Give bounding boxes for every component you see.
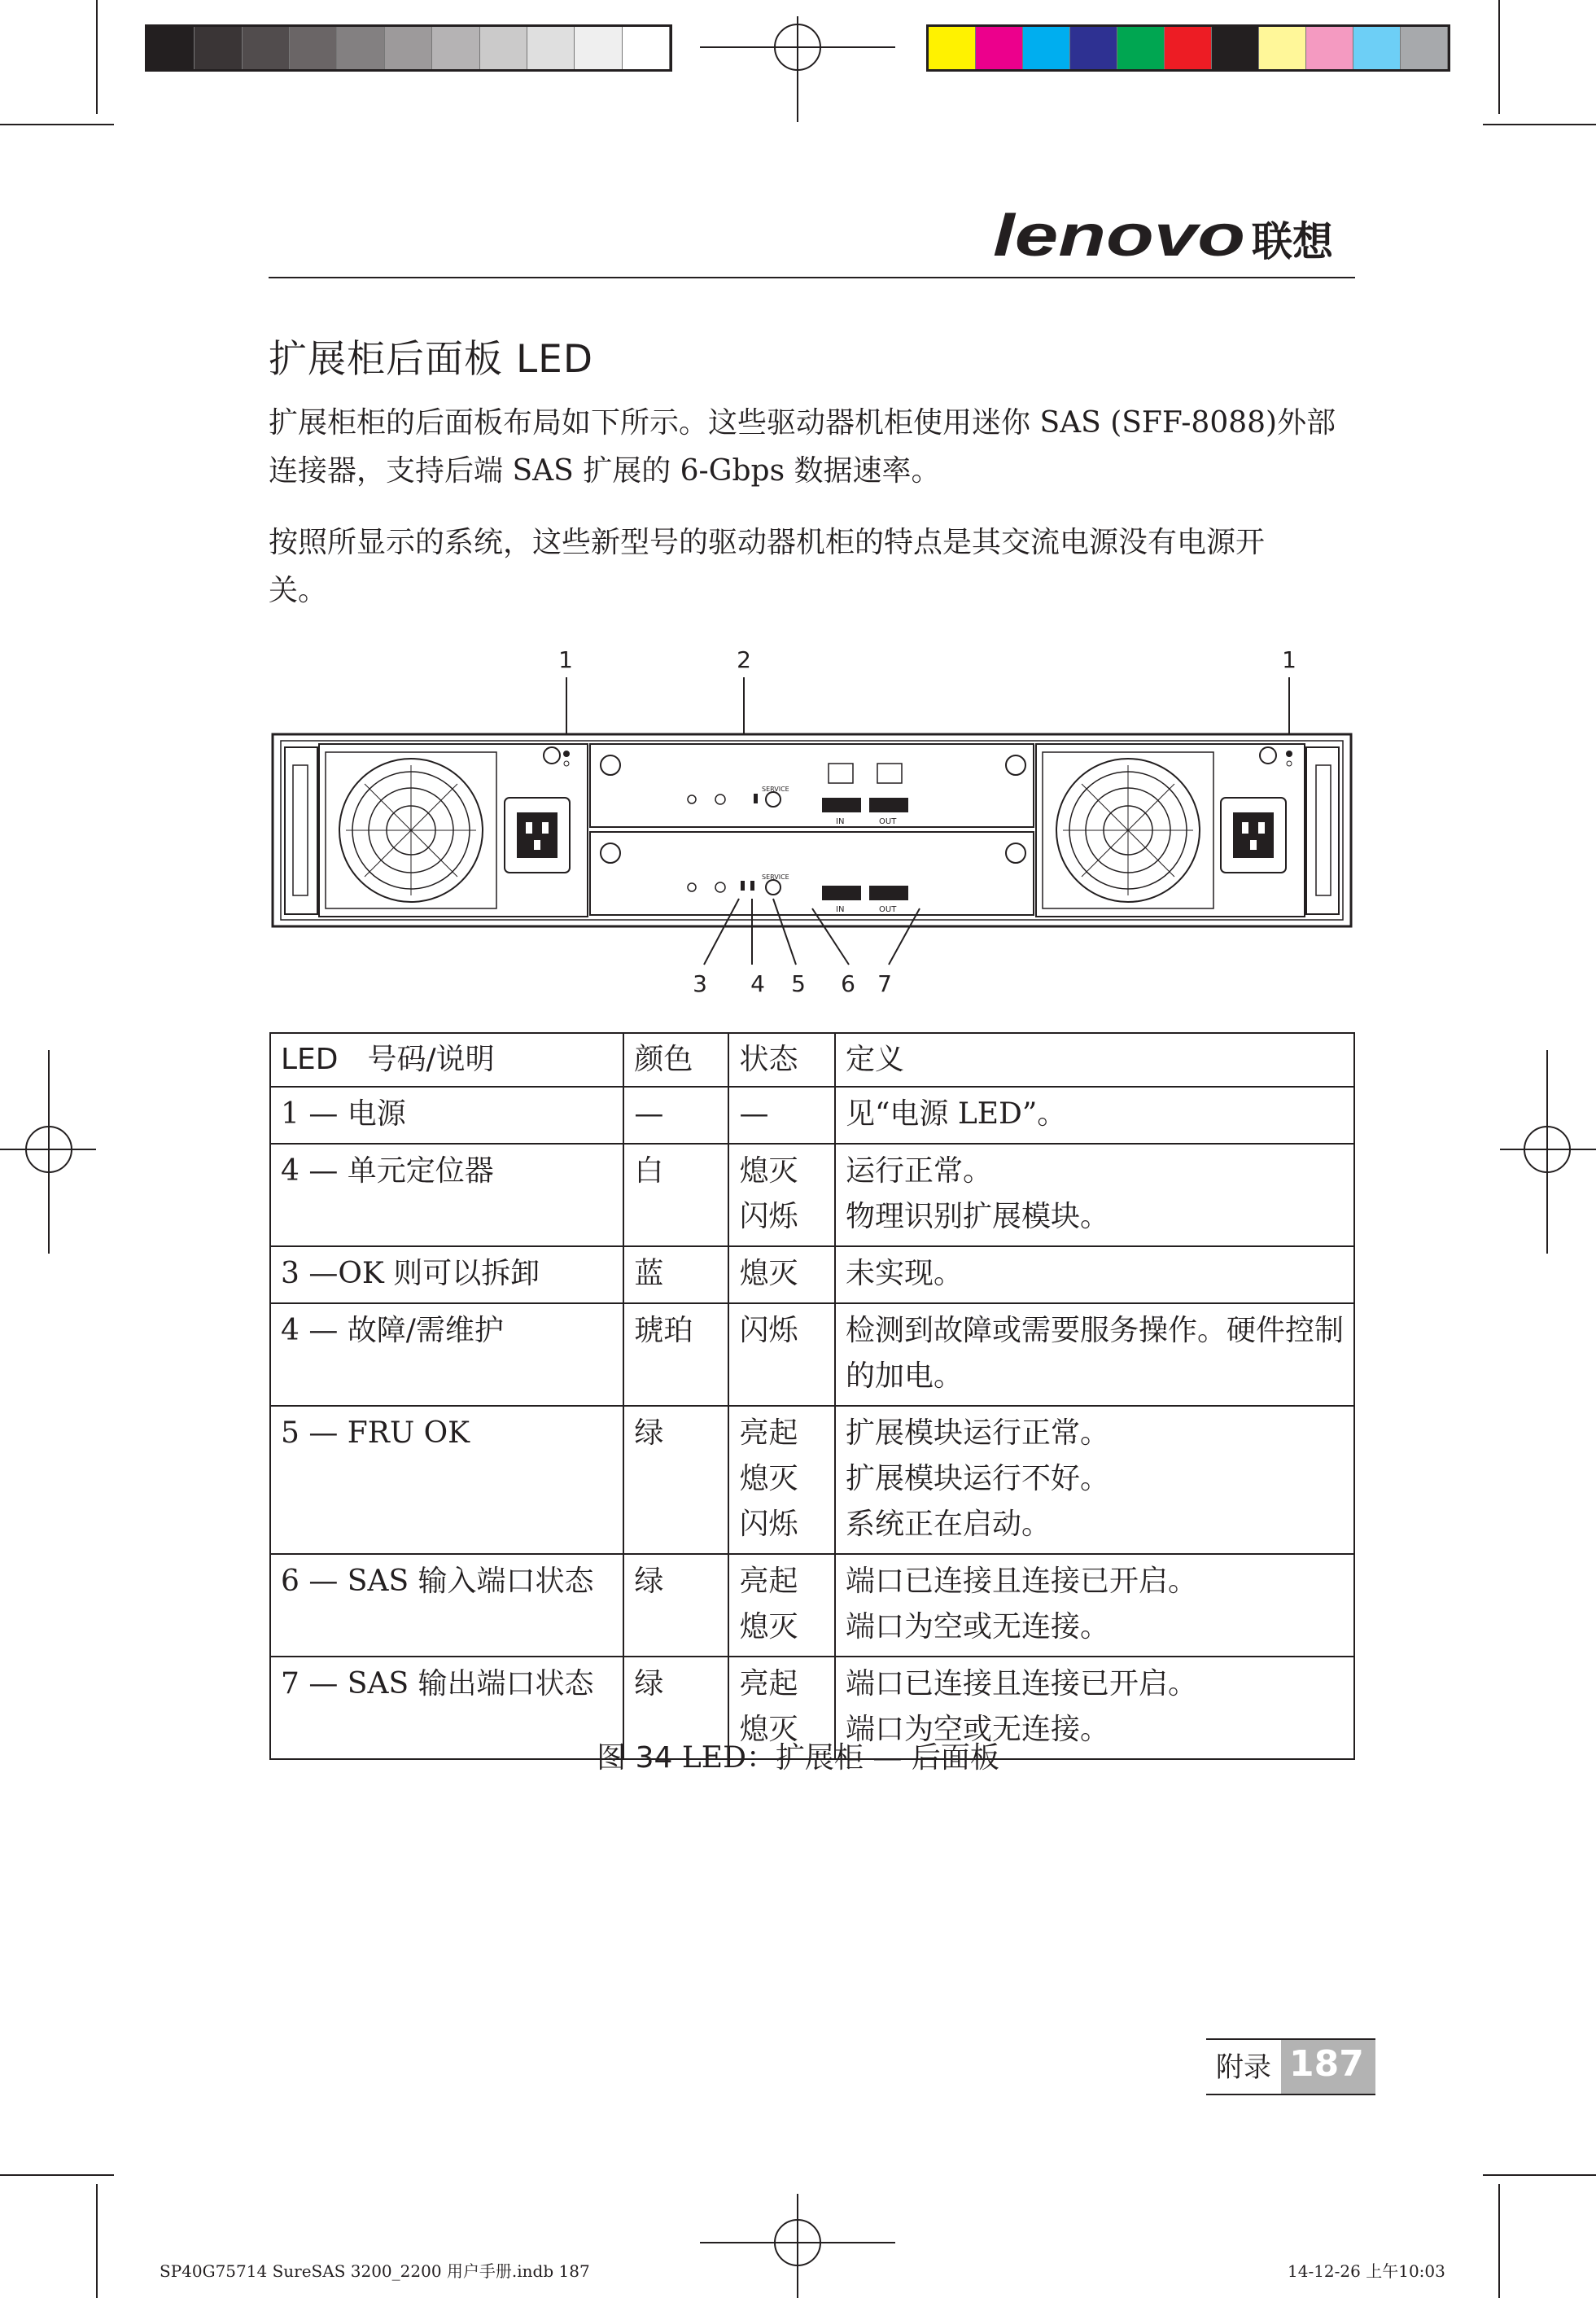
footer-timestamp: 14-12-26 上午10:03 (1288, 2261, 1445, 2281)
color-cell-line: 蓝 (634, 1257, 664, 1290)
table-header-row (270, 1033, 1354, 1087)
led-cell (270, 1554, 623, 1657)
definition-cell-line: 检测到故障或需要服务操作。硬件控制 (845, 1314, 1344, 1347)
calibration-swatch (1259, 27, 1306, 69)
page-number-box (1206, 2038, 1375, 2095)
callout-1-right: 1 (1282, 646, 1296, 673)
calibration-swatch (337, 27, 384, 69)
rear-panel-figure (269, 643, 1355, 1001)
led-cell (270, 1246, 623, 1303)
definition-cell (835, 1303, 1354, 1406)
module-label-in-upper: IN (836, 817, 845, 826)
color-cell-line: 白 (634, 1154, 664, 1188)
table-row (270, 1087, 1354, 1144)
calibration-swatch (480, 27, 527, 69)
callout-2: 2 (737, 646, 751, 673)
calibration-swatch (1306, 27, 1353, 69)
calibration-swatch (929, 27, 976, 69)
state-cell-line: 亮起 (739, 1667, 798, 1701)
note-line-2: 关。 (269, 574, 328, 607)
callout-5: 5 (791, 970, 806, 997)
state-cell-line: 熄灭 (739, 1257, 798, 1290)
state-cell (728, 1144, 835, 1246)
calibration-swatch (1401, 27, 1448, 69)
callout-3: 3 (693, 970, 707, 997)
definition-cell (835, 1144, 1354, 1246)
state-cell-line: 亮起 (739, 1416, 798, 1450)
definition-cell-line: 扩展模块运行正常。 (845, 1416, 1109, 1450)
header-state: 状态 (728, 1033, 835, 1087)
calibration-swatch (1117, 27, 1165, 69)
callout-1-left: 1 (558, 646, 573, 673)
led-cell (270, 1087, 623, 1144)
color-cell (623, 1246, 728, 1303)
table-row (270, 1246, 1354, 1303)
color-cell (623, 1303, 728, 1406)
calibration-swatch (1353, 27, 1401, 69)
section-title: 扩展柜后面板 LED (269, 337, 594, 382)
color-cell-line: — (634, 1097, 664, 1131)
module-label-service-lower: SERVICE (762, 873, 789, 881)
definition-cell-line: 的加电。 (845, 1359, 963, 1393)
definition-cell-line: 运行正常。 (845, 1154, 992, 1188)
module-label-service-upper: SERVICE (762, 786, 789, 793)
calibration-swatch (575, 27, 622, 69)
state-cell-line: 闪烁 (739, 1314, 798, 1347)
state-cell (728, 1554, 835, 1657)
note-paragraph (269, 519, 1359, 615)
header-definition: 定义 (835, 1033, 1354, 1087)
color-cell (623, 1144, 728, 1246)
header-led: LED 号码/说明 (270, 1033, 623, 1087)
table-row (270, 1303, 1354, 1406)
logo-chinese: 联想 (1252, 218, 1333, 265)
led-cell-line: 1 — 电源 (281, 1097, 406, 1131)
color-cell-line: 琥珀 (634, 1314, 693, 1347)
definition-cell-line: 物理识别扩展模块。 (845, 1200, 1109, 1233)
definition-cell-line: 见“电源 LED”。 (845, 1097, 1067, 1131)
state-cell-line: — (739, 1097, 769, 1131)
led-cell-line: 7 — SAS 输出端口状态 (281, 1667, 594, 1701)
module-label-out-upper: OUT (879, 817, 897, 826)
figure-caption (0, 1735, 1596, 1776)
section-label: 附录 (1216, 2051, 1271, 2084)
state-cell (728, 1406, 835, 1554)
color-cell-line: 绿 (634, 1416, 664, 1450)
state-cell-line: 闪烁 (739, 1200, 798, 1233)
definition-cell-line: 扩展模块运行不好。 (845, 1462, 1109, 1495)
table-row (270, 1144, 1354, 1246)
registration-mark-bottom (700, 2194, 895, 2298)
note-line-1: 按照所显示的系统，这些新型号的驱动器机柜的特点是其交流电源没有电源开 (269, 526, 1266, 559)
led-table (269, 1032, 1355, 1760)
table-row (270, 1406, 1354, 1554)
logo-wordmark: lenovo (993, 208, 1245, 269)
definition-cell (835, 1406, 1354, 1554)
definition-cell (835, 1246, 1354, 1303)
state-cell-line: 熄灭 (739, 1154, 798, 1188)
callout-6: 6 (841, 970, 855, 997)
table-row (270, 1554, 1354, 1657)
led-cell (270, 1303, 623, 1406)
calibration-swatch (1070, 27, 1117, 69)
definition-cell (835, 1554, 1354, 1657)
calibration-swatch (385, 27, 432, 69)
registration-mark-right (1500, 1050, 1596, 1254)
footer-file-info: SP40G75714 SureSAS 3200_2200 用户手册.indb 187 (160, 2261, 590, 2281)
state-cell-line: 亮起 (739, 1565, 798, 1598)
caption-label: 图 34 (597, 1741, 673, 1775)
callout-7: 7 (877, 970, 892, 997)
state-cell-line: 熄灭 (739, 1610, 798, 1644)
definition-cell-line: 端口已连接且连接已开启。 (845, 1667, 1197, 1701)
led-cell-line: 3 —OK 则可以拆卸 (281, 1257, 540, 1290)
callout-4: 4 (750, 970, 765, 997)
registration-mark-top (700, 16, 895, 122)
calibration-swatch (527, 27, 575, 69)
color-cell (623, 1406, 728, 1554)
color-cell (623, 1087, 728, 1144)
lenovo-logo (993, 208, 1355, 272)
intro-line-1: 扩展柜柜的后面板布局如下所示。这些驱动器机柜使用迷你 SAS (SFF-8088)外部 (269, 406, 1336, 440)
header-rule (269, 277, 1355, 278)
calibration-swatch (290, 27, 337, 69)
header-color: 颜色 (623, 1033, 728, 1087)
module-label-in-lower: IN (836, 905, 845, 914)
registration-mark-left (0, 1050, 96, 1254)
led-cell-line: 4 — 故障/需维护 (281, 1314, 504, 1347)
color-cell-line: 绿 (634, 1565, 664, 1598)
module-label-out-lower: OUT (879, 905, 897, 914)
color-calibration-bar (926, 24, 1450, 72)
led-cell-line: 6 — SAS 输入端口状态 (281, 1565, 594, 1598)
page-number: 187 (1281, 2040, 1375, 2094)
calibration-swatch (1165, 27, 1212, 69)
led-cell-line: 5 — FRU OK (281, 1416, 470, 1450)
state-cell-line: 闪烁 (739, 1508, 798, 1541)
definition-cell-line: 系统正在启动。 (845, 1508, 1051, 1541)
intro-paragraph (269, 399, 1359, 495)
gray-calibration-bar (145, 24, 672, 72)
calibration-swatch (147, 27, 195, 69)
caption-text: LED：扩展柜 — 后面板 (672, 1741, 999, 1775)
led-cell (270, 1144, 623, 1246)
calibration-swatch (195, 27, 242, 69)
definition-cell-line: 未实现。 (845, 1257, 963, 1290)
calibration-swatch (1212, 27, 1259, 69)
calibration-swatch (432, 27, 479, 69)
state-cell-line: 熄灭 (739, 1462, 798, 1495)
calibration-swatch (1023, 27, 1070, 69)
state-cell (728, 1246, 835, 1303)
definition-cell-line: 端口为空或无连接。 (845, 1610, 1109, 1644)
definition-cell-line: 端口已连接且连接已开启。 (845, 1565, 1197, 1598)
state-cell (728, 1303, 835, 1406)
state-cell (728, 1087, 835, 1144)
calibration-swatch (976, 27, 1023, 69)
color-cell-line: 绿 (634, 1667, 664, 1701)
calibration-swatch (243, 27, 290, 69)
calibration-swatch (623, 27, 670, 69)
intro-line-2: 连接器，支持后端 SAS 扩展的 6-Gbps 数据速率。 (269, 454, 941, 488)
state-cell-line: 熄灭 (739, 1713, 798, 1746)
definition-cell-line: 端口为空或无连接。 (845, 1713, 1109, 1746)
led-cell-line: 4 — 单元定位器 (281, 1154, 494, 1188)
led-cell (270, 1406, 623, 1554)
definition-cell (835, 1087, 1354, 1144)
color-cell (623, 1554, 728, 1657)
